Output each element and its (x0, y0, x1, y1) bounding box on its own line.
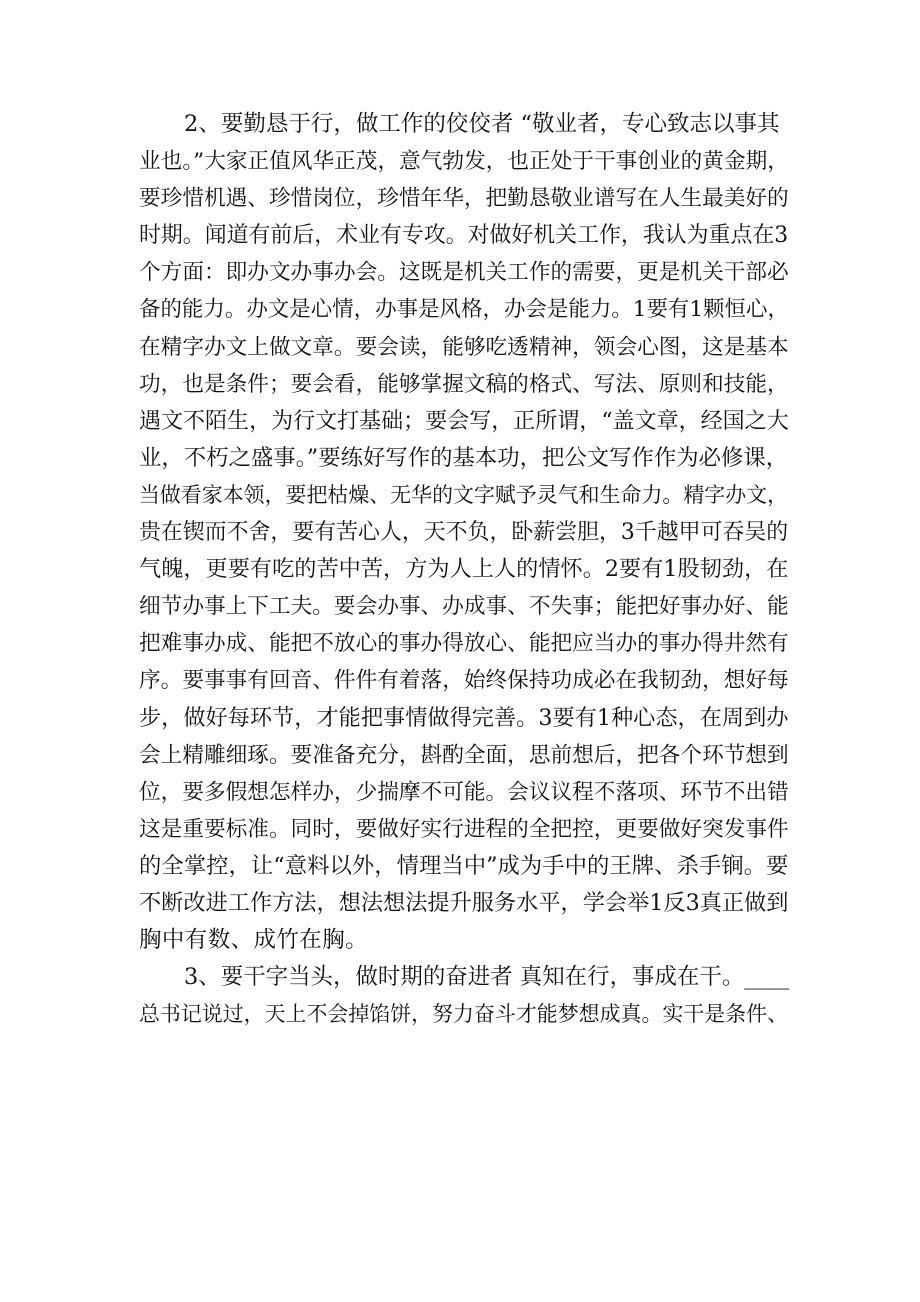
paragraph-2 (139, 106, 789, 959)
text-line: 总书记说过，天上不会掉馅饼，努力奋斗才能梦想成真。实干是条件、 (139, 1002, 789, 1027)
text-line: 业也。”大家正值风华正茂，意气勃发，也正处于干事创业的黄金期， (139, 149, 789, 175)
text-line: 不断改进工作方法，想法想法提升服务水平，学会举1反3真正做到 (139, 889, 789, 916)
text-line: 2、要勤恳于行，做工作的佼佼者 “敬业者，专心致志以事其 (184, 111, 780, 137)
text-line: 步，做好每环节，才能把事情做得完善。3要有1种心态，在周到办 (139, 704, 789, 731)
text-line: 气魄，更要有吃的苦中苦，方为人上人的情怀。2要有1股韧劲，在 (139, 556, 789, 583)
text-line: 个方面：即办文办事办会。这既是机关工作的需要，更是机关干部必 (139, 260, 789, 286)
text-line: 功，也是条件；要会看，能够掌握文稿的格式、写法、原则和技能， (139, 371, 789, 397)
text-line: 要珍惜机遇、珍惜岗位，珍惜年华，把勤恳敬业谱写在人生最美好的 (139, 186, 789, 212)
text-line: 在精字办文上做文章。要会读，能够吃透精神，领会心图，这是基本 (139, 334, 789, 360)
text-line: 贵在锲而不舍，要有苦心人，天不负，卧薪尝胆，3千越甲可吞吴的 (139, 520, 789, 546)
text-line: 时期。闻道有前后，术业有专攻。对做好机关工作，我认为重点在3 (139, 223, 789, 249)
document-body (139, 106, 789, 1033)
text-line: 序。要事事有回音、件件有着落，始终保持功成必在我韧劲，想好每 (139, 668, 789, 694)
text-line: 把难事办成、能把不放心的事办得放心、能把应当办的事办得井然有 (139, 631, 789, 657)
text-line: 胸中有数、成竹在胸。 (139, 927, 369, 954)
text-line: 会上精雕细琢。要准备充分，斟酌全面，思前想后，把各个环节想到 (139, 742, 789, 768)
text-line: 当做看家本领，要把枯燥、无华的文字赋予灵气和生命力。精字办文， (139, 482, 789, 507)
text-line: 位，要多假想怎样办，少揣摩不可能。会议议程不落项、环节不出错 (139, 779, 789, 805)
text-line: 这是重要标准。同时，要做好实行进程的全把控，更要做好突发事件 (139, 816, 789, 842)
text-line: 备的能力。办文是心情，办事是风格，办会是能力。1要有1颗恒心， (139, 297, 789, 323)
text-line: 遇文不陌生，为行文打基础；要会写，正所谓，“盖文章，经国之大 (139, 408, 789, 434)
text-line: 业，不朽之盛事。”要练好写作的基本功，把公文写作作为必修课， (139, 444, 789, 471)
text-line: 的全掌控，让“意料以外，情理当中”成为手中的王牌、杀手锏。要 (139, 852, 789, 879)
text-line: 3、要干字当头，做时期的奋进者 真知在行，事成在干。____ (184, 964, 790, 991)
text-line: 细节办事上下工夫。要会办事、办成事、不失事；能把好事办好、能 (139, 594, 789, 620)
paragraph-3 (139, 959, 789, 1033)
